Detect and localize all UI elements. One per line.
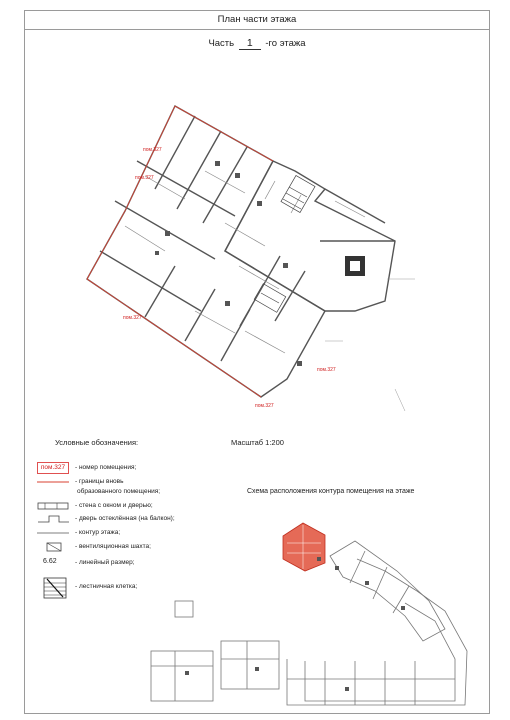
room-number-sample: пом.327: [37, 462, 69, 474]
dimension-sample: 6.62: [43, 558, 57, 565]
legend-text: - стена с окном и дверью;: [75, 502, 153, 509]
sheet-title: План части этажа: [25, 11, 489, 30]
room-tag-1: пом.327: [143, 147, 162, 153]
room-tag-2: пом.327: [135, 175, 154, 181]
legend-text: - дверь остеклённая (на балкон);: [75, 515, 175, 522]
scale-label: Масштаб 1:200: [231, 438, 284, 447]
legend-text: - номер помещения;: [75, 464, 137, 471]
room-tag-3: пом.327: [123, 315, 142, 321]
scheme-title: Схема расположения контура помещения на этаже: [247, 488, 415, 495]
location-scheme: [25, 11, 491, 715]
legend-text: - вентиляционная шахта;: [75, 543, 151, 550]
room-tag-4: пом.327: [317, 367, 336, 373]
highlighted-room: [283, 523, 325, 571]
room-tag-5: пом.327: [255, 403, 274, 409]
part-number: 1: [239, 37, 261, 50]
legend-text: - линейный размер;: [75, 559, 135, 566]
scheme-fixtures: [185, 557, 405, 691]
legend-text: - границы вновь: [75, 478, 124, 485]
legend-text-cont: образованного помещения;: [77, 488, 161, 495]
legend-title: Условные обозначения:: [55, 438, 139, 447]
legend-text: - контур этажа;: [75, 529, 121, 536]
part-suffix: -го этажа: [265, 38, 306, 49]
legend-text: - лестничная клетка;: [75, 583, 138, 590]
drawing-sheet: [24, 10, 490, 714]
part-prefix: Часть: [208, 38, 235, 49]
